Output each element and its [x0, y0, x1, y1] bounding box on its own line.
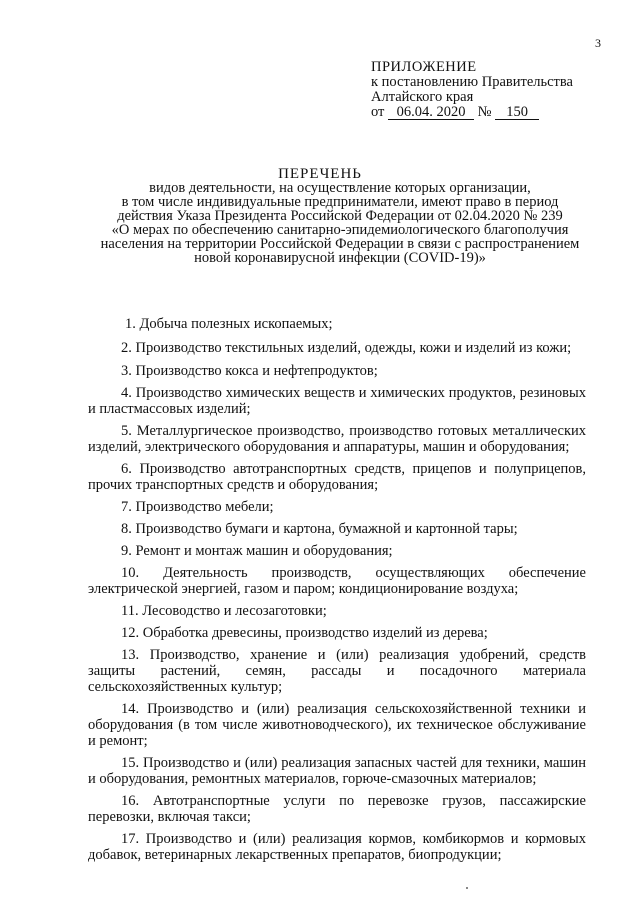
document-title: ПЕРЕЧЕНЬ: [278, 166, 362, 182]
list-item: 2. Производство текстильных изделий, одежды, кожи и изделий из кожи;: [121, 340, 572, 356]
number-prefix: №: [477, 104, 492, 120]
subtitle-line: действия Указа Президента Российской Федерации от 02.04.2020 № 239: [117, 208, 563, 224]
list-item: 5. Металлургическое производство, производство готовых металлических изделий, электрического оборудования и аппаратуры, машин и оборудования;: [88, 423, 586, 455]
subtitle-line: видов деятельности, на осуществление которых организации,: [149, 180, 531, 196]
list-item: 3. Производство кокса и нефтепродуктов;: [121, 363, 378, 379]
list-item: 13. Производство, хранение и (или) реализация удобрений, средств защиты растений, семян, рассады и посадочного материала сельскохозяйственных культур;: [88, 647, 586, 695]
list-item: 4. Производство химических веществ и химических продуктов, резиновых и пластмассовых изделий;: [88, 385, 586, 417]
document-number: 150: [495, 105, 539, 120]
page-number: 3: [595, 36, 601, 50]
appendix-date-line: [371, 105, 611, 120]
list-item: 11. Лесоводство и лесозаготовки;: [121, 603, 327, 619]
list-item: 8. Производство бумаги и картона, бумажной и картонной тары;: [121, 521, 518, 537]
scan-speck: [466, 887, 468, 889]
appendix-line-1: к постановлению Правительства: [371, 74, 573, 90]
list-item: 17. Производство и (или) реализация кормов, комбикормов и кормовых добавок, ветеринарных лекарственных препаратов, биопродукции;: [88, 831, 586, 863]
document-subtitle: [90, 181, 590, 265]
appendix-header: [371, 60, 611, 120]
date-prefix: от: [371, 104, 385, 120]
list-item: 15. Производство и (или) реализация запасных частей для техники, машин и оборудования, ремонтных материалов, горюче-смазочных материалов;: [88, 755, 586, 787]
list-item: 16. Автотранспортные услуги по перевозке грузов, пассажирские перевозки, включая такси;: [88, 793, 586, 825]
appendix-line-2: Алтайского края: [371, 89, 474, 105]
list-item: 1. Добыча полезных ископаемых;: [125, 316, 333, 332]
list-item: 10. Деятельность производств, осуществляющих обеспечение электрической энергией, газом и паром; кондиционирование воздуха;: [88, 565, 586, 597]
subtitle-line: населения на территории Российской Федерации в связи с распространением: [100, 236, 580, 252]
list-item: 9. Ремонт и монтаж машин и оборудования;: [121, 543, 393, 559]
list-item: 6. Производство автотранспортных средств, прицепов и полуприцепов, прочих транспортных средств и оборудования;: [88, 461, 586, 493]
subtitle-line: в том числе индивидуальные предприниматели, имеют право в период: [121, 194, 559, 210]
list-item: 14. Производство и (или) реализация сельскохозяйственной техники и оборудования (в том числе животноводческого), их техническое обслуживание и ремонт;: [88, 701, 586, 749]
document-date: 06.04. 2020: [388, 105, 474, 120]
list-item: 7. Производство мебели;: [121, 499, 274, 515]
subtitle-line: «О мерах по обеспечению санитарно-эпидемиологического благополучия: [111, 222, 569, 238]
subtitle-line: новой коронавирусной инфекции (COVID-19)»: [194, 250, 486, 266]
appendix-heading: ПРИЛОЖЕНИЕ: [371, 59, 477, 75]
activity-list: [88, 316, 586, 869]
list-item: 12. Обработка древесины, производство изделий из дерева;: [121, 625, 488, 641]
